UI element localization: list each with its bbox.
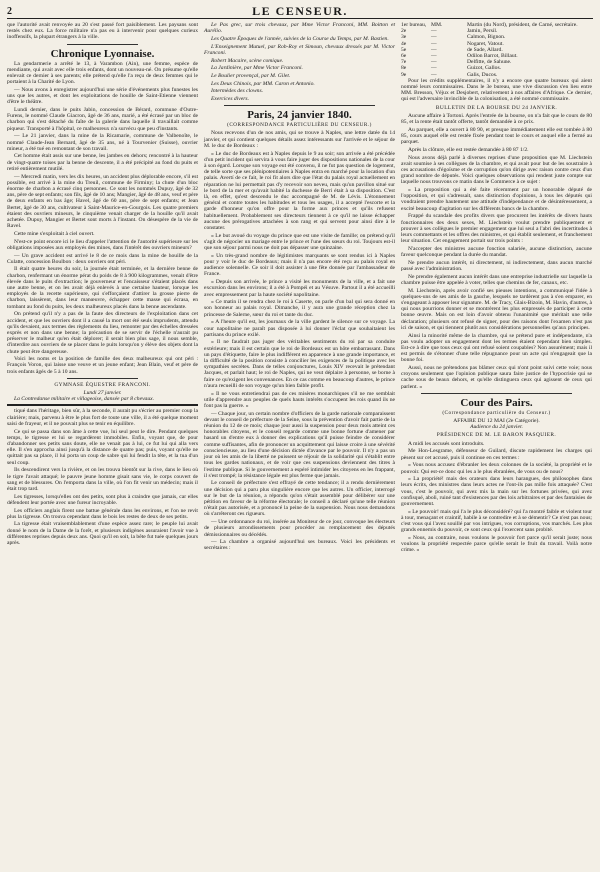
bureau-ditto: — [431, 28, 437, 35]
divider [421, 393, 572, 394]
article-paragraph: Après la clôture, elle est restée demandée à 80 87 1/2. [408, 146, 529, 153]
chronique-body [7, 61, 198, 375]
article-paragraph: — La chambre a organisé aujourd'hui ses bureaux. Voici les présidents et secrétaires : [204, 539, 395, 552]
article-paragraph: N'accepter des ministres aucune fonction salariée, aucune distinction, aucune faveur quelconque pendant la durée du mandat. [401, 245, 592, 259]
bureau-number: 8e [401, 65, 407, 72]
article-paragraph: Pour les crédits supplémentaires, il n'y a encore que quatre bureaux qui aient nommé leurs commissaires. Dans le 3e bureau, une vive discussion s'en lieu entre MM. Bresson, Véjux et Desjobert, relativement à nos affaires d'Afrique. Ce dernier, qui est l'adversaire invincible de la colonisation, a été nommé commissaire. [401, 77, 592, 103]
program-line: La Jardinière, par Mme Victor Franconi. [211, 65, 303, 72]
column-1 [7, 22, 198, 555]
bourse-title: BULLETIN DE LA BOURSE DU 24 JANVIER. [435, 104, 558, 111]
bureau-ditto: MM. [431, 22, 443, 28]
bureau-members: Galis, Ducos. [467, 71, 498, 78]
bureau-number: 9e [401, 71, 407, 78]
bureau-ditto: — [431, 46, 437, 53]
paris-body [204, 130, 395, 551]
bureau-members: Delfitte, de Sahune. [467, 59, 512, 66]
divider [67, 44, 138, 45]
column-3 [401, 22, 592, 555]
article-paragraph: Ainsi la minorité même de la chambre, qui se prétend pure et indépendante, n'a pas voulu adopter un engagement dont les termes étaient cependant bien simples. Est-ce à dire que tous ceux qui ont refusé soient coupables? Non assurément; mais il est permis de s'étonner d'une telle répugnance pour un acte qui n'engageait que la bonne foi. [401, 332, 592, 364]
newspaper-page [7, 4, 593, 864]
article-paragraph: Ils descendirent vers la rivière, et on les trouva bientôt sur la rive, dans le lieu où le tigre l'avait attaqué; le pauvre jeune homme gisait sans vie, le corps couvert de sang et de blessures. On l'emporta dans la ville, où l'on fit venir un médecin; mais il était trop tard. [7, 467, 198, 492]
pairs-president: PRÉSIDENCE DE M. LE BARON PASQUIER. [436, 432, 557, 439]
bureau-number: 6e [401, 53, 407, 60]
bureau-members: Odilon Barrot, Billaut. [467, 53, 518, 60]
bureau-number: 1er bureau, [401, 22, 427, 28]
article-paragraph: Nous avons déjà parlé à diverses reprises d'une proposition que M. Liechstein avait soumise à ses collègues de la chambre, et qui avait pour but de les soustraire à ces accusations d'égoïsme et de corruption qu'on dirige avec raison contre ceux d'un grand nombre de députés. Voici quelques observations qui rendent juste compte sur laquelle nous trouvons ce matin dans le Commerce à ce sujet : [401, 154, 592, 186]
article-paragraph: « Le duc de Bordeaux est à Naples depuis le 9 au soir; son arrivée a été précédée d'un petit incident qui servira à vous faire juger des dispositions nationales de la cour à son égard. Lorsque son voyage eut été convenu, il ne fut pas question de logement, de telle sorte que ses plénipotentiaires à Naples entra en marché pour la location d'un palais. Avertí de ce fait, le roi fit alors dire que l'état du palais royal actuellement en réparation ne lui permettait pas d'y recevoir son neveu, mais qu'un pavillon situé sur le bord de la mer et qu'avait habité la duchesse de Berri était à sa disposition. C'est là, en effet, qu'est descendu le duc accompagné de M. de Lévis. L'étonnement général et contre toutes les habitudes et tous les usages, il a accepté l'escorte et la garde d'honneur qu'on offre pour la forme aux princes et qu'ils refusent habituellement. Probablement ses directeurs tiennent à ce qu'il ne laisse échapper aucune des prérogatives attachées à son rang et qui servent pour ainsi dire à le constater. [204, 150, 395, 231]
divider [224, 105, 375, 106]
article-paragraph: Au parquet, elle a ouvert à 80 90, et presque immédiatement elle est tombée à 80 85, cours auquel elle est restée fixée pendant tout le cours et auquel elle a fermé au parquet. [401, 126, 592, 146]
article-paragraph: « A l'heure qu'il est, les journaux de la ville gardent le silence sur ce voyage. La cour napolitaine ne paraît pas disposée à lui donner l'éclat que souhaitaient les partisans du prince exilé. [204, 319, 395, 338]
article-paragraph: Il était quatre heures du soir, la journée était terminée, et la dernière benne de charbon, renfermant un énorme pérat du poids de 8 à 900 kilogrammes, venait d'être élevée dans le puits d'extraction; le gouverneur et l'encaisseur s'étaient placés dans une autre benne, et on les avait déjà enlevés à une certaine hauteur, lorsque les employés de la recette supérieure, qui s'efforçaient d'attirer la grosse pierre de charbon, laissèrent, dans leur manœuvre, échapper cette masse qui écrasa, en tombant au fond du puits, les deux malheureux placés dans la benne ascendante. [7, 266, 198, 310]
program-line: Intermèdes des clowns. [211, 88, 264, 95]
section-title-chronique: Chronique Lyonnaise. [50, 47, 155, 60]
program-line: Exercices divers. [211, 96, 249, 103]
bureau-row [401, 72, 592, 78]
bureaux-list [401, 22, 592, 78]
article-paragraph: Voici les noms et la position de famille des deux malheureux qui ont péri : François Voron, qui laisse une veuve et un jeune enfant; Jean Blain, veuf et père de trois enfants âgés de 5 à 10 ans. [7, 356, 198, 375]
pairs-date: Audience du 24 janvier. [470, 424, 523, 431]
pairs-heading: Cour des Pairs. [460, 396, 533, 409]
bureau-ditto: — [431, 40, 437, 47]
bureau-ditto: — [431, 34, 437, 41]
gymnase-program-list [204, 22, 395, 102]
article-paragraph: Ne prendre aucun intérêt, ni directement, ni indirectement, dans aucun marché passé avec l'administration. [401, 259, 592, 273]
article-paragraph: M. Liechstein, après avoir confié ses pieuses intentions, a communiqué l'idée à quelques-uns de ses amis de la gauche, lesquels ne tardèrent pas à s'en emparer, en s'engageant à apposer leur signature. M. de Tracy, Glais-Bizoin, M. Havin, d'autres, à qui nous pourrions donner et se montrèrent les plus empressés de participer à cette bonne œuvre. Mais on est loin d'avoir obtenu l'unanimité que méritait une telle déclaration; plusieurs ont refusé de signer, pour des raisons dont l'examen n'est pas ici de saison, et qui tiennent plutôt aux considérations personnelles qu'aux principes. [401, 287, 593, 331]
article-paragraph: Lundi dernier, dans le puits Jabin, concession de Bérard, commune d'Outre-Furens, le nommé Claude Giacron, âgé de 36 ans, marié, a été écrasé par un bloc de charbon qui s'est détaché du faîte de la galerie dans laquelle il travaillait comme piqueur. Transporté à l'hôpital, ce malheureux n'a survécu que peu d'instants. [7, 107, 198, 132]
article-paragraph: — Une ordonnance du roi, insérée au Moniteur de ce jour, convoque les électeurs de plusieurs arrondissements pour procéder au remplacement des députés démissionnaires ou décédés. [204, 519, 395, 538]
article-paragraph: « Ce matin il se rendra chez le roi à Caserte, on parle d'un bal qui sera donné en son honneur au palais royal. Dimanche, il y aura une grande réception chez la princesse de Salerne, sœur du roi et tante du duc. [204, 299, 395, 318]
divider [67, 378, 138, 379]
article-paragraph: tiqué dans l'héritage, bien sûr, à la seconde, il aurait pu s'écrier au premier coup la clairière; mais, parvenu à être le plus fort de toute une ville, il a été quelque moment saisi de frayeur, et il ne pouvait plus se tenir en équilibre. [7, 408, 198, 427]
bourse-body [401, 113, 592, 153]
intro-paragraph: que l'autorité avait renvoyée au 20 s'est passé fort paisiblement. Les paysans sont restés chez eux. La force militaire n'a pas eu à intervenir pour quelques curieux inoffensifs, la plupart étrangers à la ville. [7, 22, 198, 41]
article-paragraph: Frappé du scandale des profits divers que procurent les intérêts de divers hauts fonctionnaires des deux sexes, M. Liechstein voulut prendre publiquement et prouver à ses collègues le premier engagement que lui seul a l'abri des incertitudes à leurs commettants et les offres des ministres, et qui établit seulement, et franchement leur situation. Cet engagement portait sur trois points : [401, 213, 592, 245]
pairs-body [401, 441, 592, 554]
pairs-subheading: (Correspondance particulière du Censeur.) [442, 409, 551, 416]
article-paragraph: Me Hon-Lesgrame, défenseur de Guilard, discute rapidement les charges qui pèsent sur cet accusé, puis il continue en ces termes : [401, 448, 592, 461]
article-paragraph: — Le 21 janvier, dans la mine de la Ricamarie, commune de Valbenoîte, le nommé Claude-Jean Bernard, âgé de 35 ans, né à Tourvenier (Suisse), ouvrier mineur, a été tué en remontant de son travail. [7, 133, 198, 152]
liechstein-body [401, 155, 592, 390]
article-paragraph: — Nous avons à enregistrer aujourd'hui une série d'événements plus funestes les uns que les autres, et dont les exploitations de houille de Saint-Etienne viennent d'être le théâtre. [7, 86, 198, 106]
bureau-members: Calmon, Bignon. [467, 34, 506, 41]
bureau-members: Nogaret, Vatout. [467, 40, 504, 47]
bureau-members: Martin (du Nord), président, de Carné, secrétaire. [467, 22, 578, 28]
article-paragraph: Ce qui se passa dans son âme à cette vue, lui seul peut le dire. Pendant quelques temps, le tigresse et lui se regardèrent immobiles. Enfin, voyant que, de pour d'abandonner ses petits sans doute, elle ne venait pas à lui, ce fut lui qui alla vers elle. Il s'en approcha ainsi jusqu'à la distance de quatre pas; puis, voyant qu'elle ne quittait pas sa place, il lui porta un coup de sabre qui lui fendit la tête, et la tua d'un seul coup. [7, 428, 198, 466]
article-paragraph: « Il ne faudrait pas juger des véritables sentiments du roi par sa conduite extérieure; mais il est certain que le roi de Bordeaux est un hôte embarrassant. Dans un pays d'étiquette, faire le plus indifférent en apparence à une grande importance, et la difficulté de la position consiste à concilier les exigences de la politique avec les sympathies secrètes. Dans de telles conjonctures, Louis XIV recevait le prétendant Jacques, et parlait haut; le roi de Naples, qui ne veut déplaire à personne, se borne à faire ce qu'exigent les convenances. En ce cas comme en beaucoup d'autres, le prince n'aura recueilli de son voyage qu'un bien faible profit. [204, 339, 395, 389]
article-paragraph: « La propriété! mais des orateurs dans leurs harangues, des philosophes dans leurs écrits, des ministres dans leurs actes ne l'ont-ils pas mille fois attaquée? C'est vous, c'est le pouvoir, qui avez mis la main sur les fortunes privées, qui avez confisqué, aboli, ruiné tant d'existences par des lois arbitraires et par des fantaisies de gouvernement. [401, 476, 592, 508]
program-line: L'Enseignement Mutuel, par Rob-Roy et Simoun, chevaux dressés par M. Victor Franconi. [204, 43, 395, 56]
article-paragraph: « La proposition qui a été faite récemment par un honorable député de l'opposition, et qui s'adressait, sans distinction d'opinions, à tous les députés qui voudraient prendre hautement une attitude d'indépendance et de désintéressement, a excité beaucoup d'agitation sur les différents bancs de la chambre. [401, 187, 592, 212]
newspaper-title: LE CENSEUR. [252, 3, 348, 18]
gymnase-date: Lundi 27 janvier. [83, 390, 122, 397]
article-paragraph: A midi les accusés sont introduits. [408, 440, 485, 447]
bureau-members: de Sade, Allard. [467, 46, 503, 53]
bureau-ditto: — [431, 59, 437, 66]
bureau-ditto: — [431, 65, 437, 72]
article-paragraph: « Il ne vous entretiendrai pas de ces misères monarchiques s'il ne me semblait utile d'apprendre aux peuples de quels hauts intérêts s'occupent les rois quand ils ne font pas la guerre. » [204, 390, 395, 409]
article-paragraph: La gendarmerie a arrêté le 13, à Varambon (Ain), une femme, espèce de mendiante, qui avait avec elle trois enfants, dont un nouveau-né. On présume qu'elle enlevait ce dernier à ses parents; elle prétend qu'elle l'a reçu de deux femmes qui le portaient à la Charité de Lyon. [7, 60, 198, 86]
article-paragraph: On prétend qu'il n'y a pas de la faute des directeurs de l'exploitation dans cet accident, et que les ouvriers dont il a causé la mort ont été seuls imprudents, attendu qu'ils devaient, aux termes des règlements du lieu, remonter par des échelles dressées exprès et non dans une benne; la précaution de se servir de l'échelle n'aurait pu préserver le malheur qu'en était déplorer; il serait bien plus sage, il nous semble, d'interdire aux ouvriers de se placer dans le puits lorsqu'on y élève des objets dont la chute peut être dangereuse. [7, 311, 198, 355]
credits-paragraph [401, 78, 592, 103]
program-line: Le Boulier provençal, par M. Gilet. [211, 72, 291, 79]
feuilleton-body [7, 408, 198, 546]
divider [7, 404, 198, 406]
article-paragraph: Le conseil de préfecture s'est effrayé de cette tendance; il a rendu dernièrement une décision qui a paru plus singulière encore que les autres. Un officier, interrogé sur le but de la réunion, a répondu qu'on s'était assemblé pour délibérer sur une pétition en faveur de la réforme électorale; le conseil a déclaré qu'une telle réunion n'était pas autorisée, et a prononcé la peine de la suspension. Nous nous demandons où s'arrêteront ces rigueurs. [204, 480, 395, 518]
gymnase-title: GYMNASE ÉQUESTRE FRANCONI. [54, 381, 151, 388]
bureau-number: 7e [401, 59, 407, 66]
article-paragraph: Cet homme était assis sur une benne, les jambes en dehors; rencontré à la hauteur de vingt-quatre toises par la benne de descente, il a été précipité au fond du puits et retiré entièrement mutilé. [7, 153, 198, 172]
masthead [7, 4, 593, 19]
article-paragraph: Cette mine s'exploitait à ciel ouvert. [14, 230, 95, 237]
article-paragraph: « Le but avoué du voyage du prince que est une visite de famille; on prétend qu'il s'agit de négocier un mariage entre le prince et l'une des sœurs du roi. Toujours est-il que son séjour parmi nous ne doit pas dépasser une quinzaine. [204, 232, 395, 252]
program-line: Les Quatre Époques de l'année, suivies de la Course du Temps, par M. Bastien. [211, 35, 389, 42]
article-paragraph: Nous recevons d'un de nos amis, qui se trouve à Naples, une lettre datée du 14 janvier, et qui contient quelques détails assez intéressants sur l'arrivée et le séjour de M. le duc de Bordeaux : [204, 130, 395, 149]
article-paragraph: Aussi, nous ne prétendons pas blâmer ceux qui n'ont point suivi cette voie; nous croyons seulement que l'opinion publique saura faire justice de l'hypocrisie qui se cache sous de beaux dehors, et qu'elle distinguera ceux qui agissent de ceux qui parlent. » [401, 365, 592, 390]
program-line: Les Deux Chinois, par MM. Caron et Antonio. [211, 80, 315, 87]
bureau-members: Jamin, Persil. [467, 28, 498, 35]
article-paragraph: Les officiers anglais firent une battue générale dans les environs, et l'on ne revit plus la tigresse. On trouva cependant dans le bois les restes de deux de ses petits. [7, 507, 198, 520]
bureau-members: Guizot, Gallos. [467, 65, 502, 72]
article-paragraph: « Depuis son arrivée, le prince a visité les monuments de la ville, et a fait une excursion dans les environs; il a été à Pompéi et au Vésuve. Partout il a été accueilli avec empressement par la haute société napolitaine. [204, 279, 395, 298]
paris-subheading: (CORRESPONDANCE PARTICULIÈRE DU CENSEUR.) [227, 122, 372, 129]
article-paragraph: « Un très-grand nombre de légitimistes marquants se sont rendus ici à Naples pour y voir le duc de Bordeaux; mais il n'a pas encore été reçu au palais royal en audience solennelle. Ce soir il doit assister à une fête donnée par l'ambassadeur de France. [204, 252, 395, 278]
bureau-ditto: — [431, 71, 437, 78]
article-paragraph: « Nous, au contraire, nous voulons le pouvoir fort parce qu'il serait juste; nous voulons la propriété respectée parce qu'elle serait le fruit du travail. Voilà notre crime. » [401, 535, 592, 554]
column-2 [204, 22, 395, 555]
article-paragraph: — Mercredi matin, vers les dix heures, un accident plus déplorable encore, s'il est possible, est arrivé à la mine du Treuil, commune de Firminy; la chute d'un bloc énorme de charbon a écrasé cinq personnes. Ce sont les nommés Dupuy, âgé de 32 ans, père de sept enfants; son fils, âgé de 10 ans; Mangier, âgé de 48 ans, veuf et père de deux enfants en bas âge; Havel, âgé de 60 ans, père de sept enfants; et Jean Bertet, âgé de 30 ans, cultivateur à Saint-Maurice-en-Gourgois. Les quatre premiers étaient des ouvriers mineurs, le cinquième venait charger de la houille qu'il avait achetée. Dupuy, Mangier et Bertet sont morts à l'instant. On désespère de la vie de Ravel. [7, 173, 198, 230]
article-paragraph: N'est-ce point encore ici le lieu d'appeler l'attention de l'autorité supérieure sur les obligations imposées aux employés des mines, dans l'intérêt des ouvriers mineurs? [7, 238, 198, 251]
bureau-number: 2e [401, 28, 407, 35]
article-paragraph: « Le pouvoir! mais qui l'a le plus déconsidéré? qui l'a montré faible et violent tour à tour, menaçant et craintif, habile à se contredire et à se démentir? Ce n'est pas nous; c'est vous qui l'avez souillé par vos intrigues, vos corruptions, vos marchés. Les plus grands ennemis du pouvoir, ce sont ceux qui l'exercent sans probité. [401, 508, 592, 534]
page-number: 2 [7, 5, 12, 17]
article-paragraph: Les tigresses, lorsqu'elles ont des petits, sont plus à craindre que jamais, car elles défendent leur portée avec une fureur incroyable. [7, 493, 198, 506]
article-paragraph: — Chaque jour, un certain nombre d'officiers de la garde nationale comparaissent devant le conseil de préfecture de la Seine, sous la prévention d'avoir fait partie de la réunion du 12 de ce mois; chaque jour aussi la suspension pour deux mois atteint ces honorables citoyens, et le conseil regarde comme une bonne fortune d'amener par hasard un d'entre eux à donner des explications qu'il puisse feindre de considérer comme suffisantes, afin de prononcer un acquittement qui laisse croire à une sévérité consciencieuse, au lieu d'une décision dictée d'avance par le pouvoir. Il n'y a pas un jour où les amis de la liberté ne puissent se réjouir de la solidarité qui s'établit entre tous les gardes nationaux, et de voir que ces suspensions deviennent des titres à l'estime publique. Si le gouvernement a espéré intimider les citoyens en les frappant, il s'est trompé; la résistance légale est plus ferme que jamais. [204, 410, 395, 479]
program-line: Robert Macaire, scène comique. [211, 57, 284, 64]
bureau-number: 5e [401, 46, 407, 53]
article-paragraph: « Vous nous accusez d'ébranler les deux colonnes de la société, la propriété et le pouvoir. Qui est-ce donc qui les a le plus ébranlées, de vous ou de nous? [401, 462, 592, 475]
article-paragraph: Ne prendre également aucun intérêt dans une entreprise industrielle sur laquelle la chambre puisse être appelée à voter, telles que chemins de fer, canaux, etc. [401, 273, 592, 286]
article-paragraph: La tigresse était vraisemblablement d'une espèce assez rare; le peuple lui avait donné le nom de la Dame de la forêt, et plusieurs indigènes assuraient l'avoir vue à différentes reprises depuis deux ans. Quoi qu'il en soit, la bête fut tuée quelques jours après. [7, 521, 198, 547]
paris-heading: Paris, 24 janvier 1840. [247, 109, 352, 122]
bureau-number: 3e [401, 34, 407, 41]
bureau-ditto: — [431, 53, 437, 60]
pairs-case: AFFAIRE DU 12 MAI (2e Catégorie). [453, 418, 540, 425]
gymnase-program: La Contredanse militaire et villageoise, dansée par 8 chevaux. [14, 396, 155, 403]
article-paragraph: — Un grave accident est arrivé le 8 de ce mois dans la mine de houille de la Culatte, concession Boulbon : deux ouvriers ont péri. [7, 252, 198, 265]
bureau-number: 4e [401, 40, 407, 47]
program-line: Le Pas grec, sur trois chevaux, par Mme Victor Franconi, MM. Boitton et Aurélio. [204, 22, 395, 35]
article-paragraph: Aucune affaire à Tortoni. Après l'entrée de la bourse, on n'a fait que le cours de 80 85, et la rente était tantôt offerte, tantôt demandée à ce prix. [401, 112, 592, 126]
